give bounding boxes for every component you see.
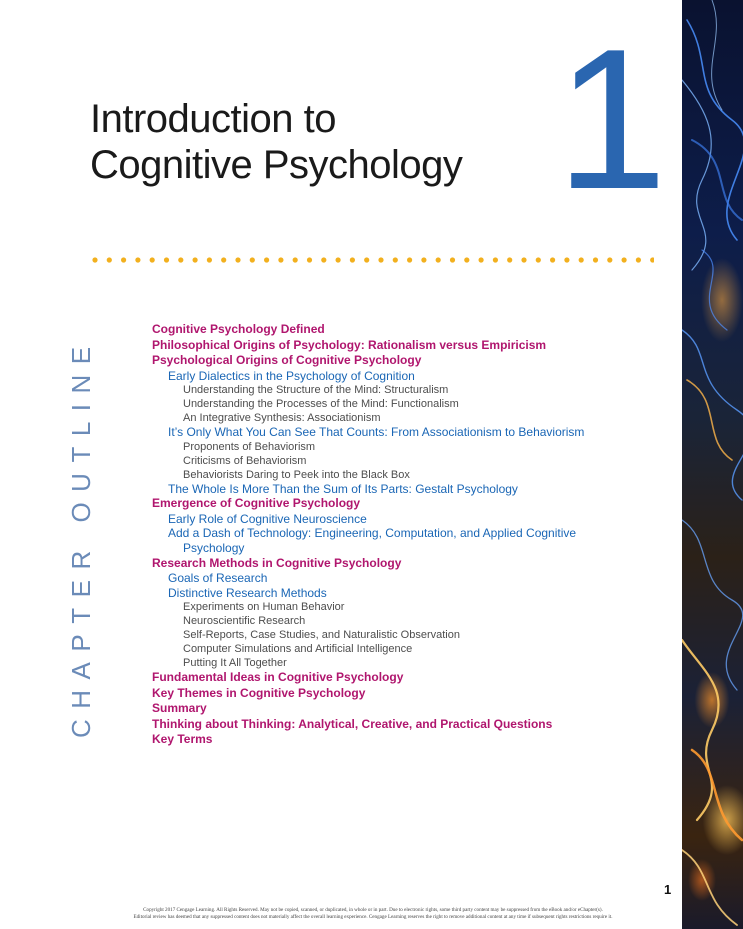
outline-item-level-3 bbox=[152, 468, 652, 482]
rule-dot bbox=[92, 257, 97, 262]
outline-item-level-2 bbox=[152, 512, 652, 527]
outline-item-text: Goals of Research bbox=[168, 571, 268, 586]
rule-dot bbox=[193, 257, 198, 262]
rule-dot bbox=[464, 257, 469, 262]
chapter-title bbox=[90, 96, 570, 188]
outline-item-text: Computer Simulations and Artificial Intelligence bbox=[183, 643, 413, 656]
rule-dot bbox=[536, 257, 541, 262]
outline-item-text: Philosophical Origins of Psychology: Rationalism versus Empiricism bbox=[152, 337, 547, 352]
outline-item-text: Understanding the Structure of the Mind: Structuralism bbox=[183, 384, 449, 397]
outline-item-text: Thinking about Thinking: Analytical, Creative, and Practical Questions bbox=[152, 716, 553, 731]
outline-item-level-2 bbox=[152, 526, 652, 555]
rule-dot bbox=[564, 257, 569, 262]
outline-item-text: Cognitive Psychology Defined bbox=[152, 322, 325, 336]
rule-dot bbox=[636, 257, 641, 262]
outline-item-text: Summary bbox=[152, 701, 207, 716]
outline-item-text: Add a Dash of Technology: Engineering, Computation, and Applied Cognitive bbox=[168, 526, 577, 541]
chapter-outline-label: CHAPTER OUTLINE bbox=[66, 336, 96, 738]
outline-item-level-2 bbox=[152, 586, 652, 601]
chapter-title-line: Cognitive Psychology bbox=[90, 143, 463, 187]
outline-item-text: Neuroscientific Research bbox=[183, 615, 306, 628]
outline-item-level-1 bbox=[152, 556, 652, 572]
rule-dot bbox=[436, 257, 441, 262]
rule-dot bbox=[550, 257, 555, 262]
rule-dot bbox=[364, 257, 369, 262]
outline-item-level-3 bbox=[152, 411, 652, 425]
outline-item-level-1 bbox=[152, 670, 652, 686]
rule-dot bbox=[321, 257, 326, 262]
rule-dot bbox=[493, 257, 498, 262]
page-number: 1 bbox=[664, 882, 672, 897]
outline-item-text: An Integrative Synthesis: Associationism bbox=[183, 412, 381, 425]
outline-item-text: Behaviorists Daring to Peek into the Black Box bbox=[183, 468, 410, 481]
outline-item-level-1 bbox=[152, 338, 652, 354]
outline-item-level-2 bbox=[152, 571, 652, 586]
copyright-line: Editorial review has deemed that any suppressed content does not materially affect the overall learning experience. Cengage Learning reserves the right to remove additional content at any time if subsequent rights restrictions require it. bbox=[133, 913, 613, 920]
rule-dot bbox=[407, 257, 412, 262]
rule-dot bbox=[221, 257, 226, 262]
rule-dot bbox=[121, 257, 126, 262]
outline-item-text: Proponents of Behaviorism bbox=[183, 440, 316, 453]
outline-item-text: Key Themes in Cognitive Psychology bbox=[152, 685, 366, 700]
rule-dot bbox=[336, 257, 341, 262]
rule-dot bbox=[293, 257, 298, 262]
outline-item-text: Fundamental Ideas in Cognitive Psychology bbox=[152, 670, 404, 685]
outline-item-level-3 bbox=[152, 642, 652, 656]
rule-dot bbox=[107, 257, 112, 262]
rule-dot bbox=[135, 257, 140, 262]
outline-item-level-1 bbox=[152, 701, 652, 717]
rule-dot bbox=[264, 257, 269, 262]
rule-dot bbox=[150, 257, 155, 262]
outline-item-text: Emergence of Cognitive Psychology bbox=[152, 496, 361, 511]
copyright-notice bbox=[58, 907, 688, 921]
rule-dot bbox=[278, 257, 283, 262]
copyright-line: Copyright 2017 Cengage Learning. All Rights Reserved. May not be copied, scanned, or duplicated, in whole or in part. Due to electronic rights, some third party content may be suppressed from the eBook and/or eChapter(s). bbox=[143, 907, 603, 913]
rule-dot bbox=[421, 257, 426, 262]
rule-dot bbox=[164, 257, 169, 262]
outline-item-text: Research Methods in Cognitive Psychology bbox=[152, 555, 402, 570]
outline-item-text: Criticisms of Behaviorism bbox=[183, 454, 307, 467]
outline-item-text: Early Dialectics in the Psychology of Cognition bbox=[168, 368, 415, 383]
outline-item-text: Distinctive Research Methods bbox=[168, 585, 327, 600]
dotted-rule bbox=[92, 254, 654, 266]
outline-item-level-2 bbox=[152, 482, 652, 497]
rule-dot bbox=[393, 257, 398, 262]
rule-dot bbox=[521, 257, 526, 262]
decorative-photo-strip bbox=[682, 0, 743, 929]
outline-item-text: Experiments on Human Behavior bbox=[183, 601, 345, 614]
outline-item-level-2 bbox=[152, 369, 652, 384]
outline-item-text: Psychological Origins of Cognitive Psychology bbox=[152, 353, 422, 367]
outline-item-level-3 bbox=[152, 454, 652, 468]
outline-item-level-3 bbox=[152, 397, 652, 411]
rule-dot bbox=[579, 257, 584, 262]
outline-item-text: Putting It All Together bbox=[183, 657, 287, 670]
rule-dot bbox=[178, 257, 183, 262]
outline-item-level-3 bbox=[152, 628, 652, 642]
rule-dot bbox=[593, 257, 598, 262]
rule-dot bbox=[622, 257, 627, 262]
outline-item-level-1 bbox=[152, 496, 652, 512]
outline-item-level-3 bbox=[152, 614, 652, 628]
chapter-outline-list bbox=[152, 322, 652, 748]
chapter-number: 1 bbox=[556, 8, 668, 231]
outline-item-level-3 bbox=[152, 656, 652, 670]
outline-item-continuation: Psychology bbox=[183, 540, 245, 555]
rule-dot bbox=[450, 257, 455, 262]
outline-item-text: The Whole Is More Than the Sum of Its Parts: Gestalt Psychology bbox=[168, 481, 518, 496]
outline-item-level-1 bbox=[152, 686, 652, 702]
rule-dot bbox=[378, 257, 383, 262]
outline-item-level-2 bbox=[152, 425, 652, 440]
outline-item-text: Understanding the Processes of the Mind: Functionalism bbox=[183, 398, 459, 411]
outline-item-level-3 bbox=[152, 600, 652, 614]
chapter-title-line: Introduction to bbox=[90, 97, 336, 141]
rule-dot bbox=[479, 257, 484, 262]
rule-dot bbox=[350, 257, 355, 262]
outline-item-level-3 bbox=[152, 383, 652, 397]
outline-item-level-3 bbox=[152, 440, 652, 454]
outline-item-level-1 bbox=[152, 732, 652, 748]
rule-dot bbox=[207, 257, 212, 262]
rule-dot bbox=[250, 257, 255, 262]
outline-item-text: It’s Only What You Can See That Counts: From Associationism to Behaviorism bbox=[168, 425, 585, 440]
rule-dot bbox=[507, 257, 512, 262]
outline-item-text: Key Terms bbox=[152, 732, 213, 747]
rule-dot bbox=[307, 257, 312, 262]
outline-item-text: Self-Reports, Case Studies, and Naturalistic Observation bbox=[183, 629, 460, 642]
outline-item-level-1 bbox=[152, 717, 652, 733]
outline-item-level-1 bbox=[152, 353, 652, 369]
rule-dot bbox=[607, 257, 612, 262]
outline-item-level-1 bbox=[152, 322, 652, 338]
rule-dot bbox=[650, 257, 654, 262]
rule-dot bbox=[235, 257, 240, 262]
outline-item-text: Early Role of Cognitive Neuroscience bbox=[168, 511, 367, 526]
